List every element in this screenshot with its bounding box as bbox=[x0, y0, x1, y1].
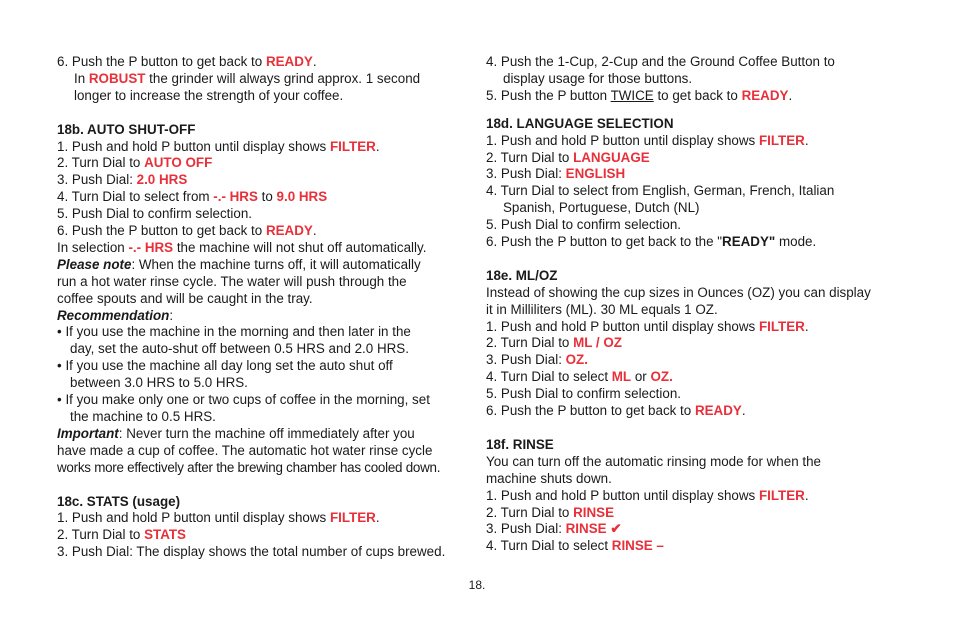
language-step-1: 1. Push and hold P button until display shows FILTER. bbox=[486, 132, 809, 148]
bullet-2: • If you use the machine all day long set the auto shut off bbox=[57, 358, 393, 374]
stats-step-4: 4. Push the 1-Cup, 2-Cup and the Ground Coffee Button to bbox=[486, 54, 835, 69]
bullet-3-cont: the machine to 0.5 HRS. bbox=[70, 409, 216, 425]
stats-step-4-cont: display usage for those buttons. bbox=[503, 70, 693, 86]
bullet-1-cont: day, set the auto-shut off between 0.5 HRS and 2.0 HRS. bbox=[70, 341, 409, 357]
recommendation-label: Recommendation: bbox=[57, 307, 174, 323]
ml-oz-step-6: 6. Push the P button to get back to READY. bbox=[486, 403, 746, 419]
important-note-cont-1: have made a cup of coffee. The automatic hot water rinse cycle bbox=[57, 442, 433, 458]
language-step-2: 2. Turn Dial to LANGUAGE bbox=[486, 149, 650, 165]
rinse-intro: You can turn off the automatic rinsing mode for when the bbox=[486, 453, 821, 469]
auto-shutoff-step-3: 3. Push Dial: 2.0 HRS bbox=[57, 172, 188, 188]
please-note-cont-1: run a hot water rinse cycle. The water will push through the bbox=[57, 273, 407, 289]
language-step-4-cont: Spanish, Portuguese, Dutch (NL) bbox=[503, 200, 700, 216]
language-step-3: 3. Push Dial: ENGLISH bbox=[486, 166, 626, 182]
stats-step-2: 2. Turn Dial to STATS bbox=[57, 527, 186, 543]
rinse-intro-cont: machine shuts down. bbox=[486, 470, 612, 486]
left-column bbox=[57, 54, 469, 561]
please-note: Please note: When the machine turns off, it will automatically bbox=[57, 256, 421, 272]
checkmark-icon: ✔ bbox=[610, 521, 622, 537]
auto-shutoff-step-6: 6. Push the P button to get back to READY. bbox=[57, 223, 317, 239]
heading-auto-shutoff: 18b. AUTO SHUT-OFF bbox=[57, 121, 196, 137]
ml-oz-step-1: 1. Push and hold P button until display shows FILTER. bbox=[486, 318, 809, 334]
heading-ml-oz: 18e. ML/OZ bbox=[486, 267, 558, 283]
rinse-step-4: 4. Turn Dial to select RINSE – bbox=[486, 538, 664, 554]
ml-oz-step-2: 2. Turn Dial to ML / OZ bbox=[486, 335, 622, 351]
stats-step-1: 1. Push and hold P button until display shows FILTER. bbox=[57, 510, 380, 526]
language-step-6: 6. Push the P button to get back to the "READY" mode. bbox=[486, 234, 817, 250]
bullet-3: • If you make only one or two cups of coffee in the morning, set bbox=[57, 392, 430, 408]
heading-language: 18d. LANGUAGE SELECTION bbox=[486, 115, 674, 131]
ml-oz-intro: Instead of showing the cup sizes in Ounces (OZ) you can display bbox=[486, 284, 871, 300]
page-number: 18. bbox=[468, 578, 486, 592]
rinse-step-1: 1. Push and hold P button until display shows FILTER. bbox=[486, 487, 809, 503]
stats-step-5: 5. Push the P button TWICE to get back to READY. bbox=[486, 87, 793, 103]
selection-note: In selection -.- HRS the machine will not shut off automatically. bbox=[57, 239, 427, 255]
auto-shutoff-step-4: 4. Turn Dial to select from -.- HRS to 9.0 HRS bbox=[57, 189, 328, 205]
ml-oz-step-5: 5. Push Dial to confirm selection. bbox=[486, 386, 681, 402]
ml-oz-step-4: 4. Turn Dial to select ML or OZ. bbox=[486, 369, 673, 385]
auto-shutoff-step-5: 5. Push Dial to confirm selection. bbox=[57, 206, 252, 222]
ml-oz-step-3: 3. Push Dial: OZ. bbox=[486, 352, 588, 368]
important-note: Important: Never turn the machine off immediately after you bbox=[57, 425, 415, 441]
heading-stats: 18c. STATS (usage) bbox=[57, 493, 181, 509]
rinse-step-3: 3. Push Dial: RINSE ✔ bbox=[486, 521, 622, 537]
please-note-cont-2: coffee spouts and will be caught in the tray. bbox=[57, 290, 313, 306]
bullet-1: • If you use the machine in the morning and then later in the bbox=[57, 324, 411, 340]
bullet-icon: • bbox=[57, 324, 62, 340]
language-step-4: 4. Turn Dial to select from English, German, French, Italian bbox=[486, 183, 835, 199]
robust-note-cont: longer to increase the strength of your coffee. bbox=[74, 87, 344, 103]
step-6-ready: 6. Push the P button to get back to READY. bbox=[57, 54, 317, 69]
ml-oz-intro-cont: it in Milliliters (ML). 30 ML equals 1 OZ. bbox=[486, 301, 718, 317]
rinse-step-2: 2. Turn Dial to RINSE bbox=[486, 504, 615, 520]
auto-shutoff-step-1: 1. Push and hold P button until display shows FILTER. bbox=[57, 138, 380, 154]
heading-rinse: 18f. RINSE bbox=[486, 436, 554, 452]
bullet-icon: • bbox=[57, 358, 62, 374]
right-column bbox=[486, 54, 906, 555]
robust-note: In ROBUST the grinder will always grind approx. 1 second bbox=[74, 70, 421, 86]
important-note-cont-2: works more effectively after the brewing chamber has cooled down. bbox=[57, 459, 441, 475]
language-step-5: 5. Push Dial to confirm selection. bbox=[486, 217, 681, 233]
bullet-2-cont: between 3.0 HRS to 5.0 HRS. bbox=[70, 375, 248, 391]
bullet-icon: • bbox=[57, 392, 62, 408]
auto-shutoff-step-2: 2. Turn Dial to AUTO OFF bbox=[57, 155, 213, 171]
stats-step-3: 3. Push Dial: The display shows the total number of cups brewed. bbox=[57, 544, 446, 560]
